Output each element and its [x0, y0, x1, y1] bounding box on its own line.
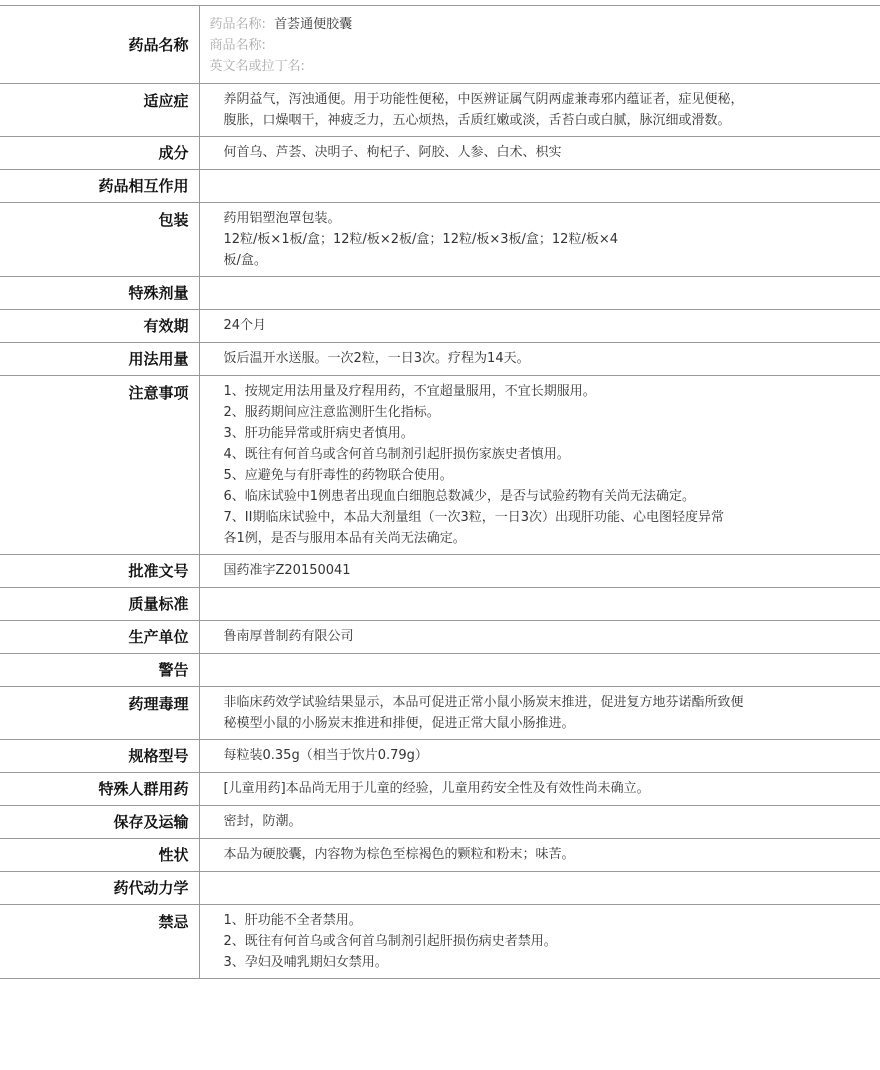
value-interaction: [199, 170, 880, 203]
precaution-line: 1、按规定用法用量及疗程用药，不宜超量服用，不宜长期服用。: [223, 384, 596, 399]
value-approval: 国药准字Z20150041: [199, 555, 880, 588]
label-precautions: 注意事项: [0, 376, 199, 555]
package-line: 板/盒。: [223, 253, 267, 268]
precaution-line: 2、服药期间应注意监测肝生化指标。: [223, 405, 440, 420]
precaution-line: 4、既往有何首乌或含何首乌制剂引起肝损伤家族史者慎用。: [223, 447, 570, 462]
row-usage: [0, 343, 880, 376]
value-appearance: 本品为硬胶囊，内容物为棕色至棕褐色的颗粒和粉末；味苦。: [199, 839, 880, 872]
package-line: 12粒/板×1板/盒；12粒/板×2板/盒；12粒/板×3板/盒；12粒/板×4: [223, 232, 618, 247]
row-pharmacology: [0, 687, 880, 740]
row-spec: [0, 740, 880, 773]
label-pharmacology: 药理毒理: [0, 687, 199, 740]
value-storage: 密封，防潮。: [199, 806, 880, 839]
contraindication-line: 2、既往有何首乌或含何首乌制剂引起肝损伤病史者禁用。: [223, 934, 557, 949]
row-package: [0, 203, 880, 277]
value-special-population: [儿童用药]本品尚无用于儿童的经验，儿童用药安全性及有效性尚未确立。: [199, 773, 880, 806]
precaution-line: 3、肝功能异常或肝病史者慎用。: [223, 426, 414, 441]
value-manufacturer: 鲁南厚普制药有限公司: [199, 621, 880, 654]
drug-info-table: [0, 5, 880, 979]
row-approval: [0, 555, 880, 588]
precaution-line: 各1例，是否与服用本品有关尚无法确定。: [223, 531, 466, 546]
contraindication-line: 3、孕妇及哺乳期妇女禁用。: [223, 955, 388, 970]
value-ingredients: 何首乌、芦荟、决明子、枸杞子、阿胶、人参、白术、枳实: [199, 137, 880, 170]
english-name-label: 英文名或拉丁名:: [209, 59, 305, 74]
value-special-dose: [199, 277, 880, 310]
row-standard: [0, 588, 880, 621]
pharmacology-line: 秘模型小鼠的小肠炭末推进和排便，促进正常大鼠小肠推进。: [223, 716, 575, 731]
label-package: 包装: [0, 203, 199, 277]
trade-name-label: 商品名称:: [209, 38, 266, 53]
label-special-population: 特殊人群用药: [0, 773, 199, 806]
contraindication-line: 1、肝功能不全者禁用。: [223, 913, 362, 928]
generic-name-value: 首荟通便胶囊: [274, 17, 353, 32]
label-manufacturer: 生产单位: [0, 621, 199, 654]
label-pharmacokinetics: 药代动力学: [0, 872, 199, 905]
value-usage: 饭后温开水送服。一次2粒，一日3次。疗程为14天。: [199, 343, 880, 376]
row-indication: [0, 84, 880, 137]
label-approval: 批准文号: [0, 555, 199, 588]
value-spec: 每粒装0.35g（相当于饮片0.79g）: [199, 740, 880, 773]
value-precautions: [199, 376, 880, 555]
row-storage: [0, 806, 880, 839]
indication-line: 养阴益气，泻浊通便。用于功能性便秘，中医辨证属气阴两虚兼毒邪内蕴证者，症见便秘，: [223, 92, 744, 107]
label-indication: 适应症: [0, 84, 199, 137]
row-ingredients: [0, 137, 880, 170]
label-interaction: 药品相互作用: [0, 170, 199, 203]
label-warning: 警告: [0, 654, 199, 687]
row-precautions: [0, 376, 880, 555]
value-package: [199, 203, 880, 277]
label-spec: 规格型号: [0, 740, 199, 773]
row-special-population: [0, 773, 880, 806]
row-special-dose: [0, 277, 880, 310]
label-storage: 保存及运输: [0, 806, 199, 839]
precaution-line: 7、II期临床试验中，本品大剂量组（一次3粒，一日3次）出现肝功能、心电图轻度异常: [223, 510, 724, 525]
generic-name-label: 药品名称:: [209, 17, 266, 32]
value-pharmacology: [199, 687, 880, 740]
label-validity: 有效期: [0, 310, 199, 343]
label-drug-name: 药品名称: [0, 6, 199, 84]
label-ingredients: 成分: [0, 137, 199, 170]
label-special-dose: 特殊剂量: [0, 277, 199, 310]
value-contraindications: [199, 905, 880, 979]
value-warning: [199, 654, 880, 687]
row-pharmacokinetics: [0, 872, 880, 905]
row-validity: [0, 310, 880, 343]
row-interaction: [0, 170, 880, 203]
row-manufacturer: [0, 621, 880, 654]
drug-name-cell: [199, 6, 880, 84]
row-drug-name: [0, 6, 880, 84]
precaution-line: 5、应避免与有肝毒性的药物联合使用。: [223, 468, 453, 483]
label-contraindications: 禁忌: [0, 905, 199, 979]
row-appearance: [0, 839, 880, 872]
value-standard: [199, 588, 880, 621]
value-indication: [199, 84, 880, 137]
row-contraindications: [0, 905, 880, 979]
package-line: 药用铝塑泡罩包装。: [223, 211, 341, 226]
label-standard: 质量标准: [0, 588, 199, 621]
label-appearance: 性状: [0, 839, 199, 872]
row-warning: [0, 654, 880, 687]
value-validity: 24个月: [199, 310, 880, 343]
precaution-line: 6、临床试验中1例患者出现血白细胞总数减少，是否与试验药物有关尚无法确定。: [223, 489, 696, 504]
value-pharmacokinetics: [199, 872, 880, 905]
label-usage: 用法用量: [0, 343, 199, 376]
pharmacology-line: 非临床药效学试验结果显示，本品可促进正常小鼠小肠炭末推进，促进复方地芬诺酯所致便: [223, 695, 744, 710]
indication-line: 腹胀，口燥咽干，神疲乏力，五心烦热，舌质红嫩或淡，舌苔白或白腻，脉沉细或滑数。: [223, 113, 731, 128]
